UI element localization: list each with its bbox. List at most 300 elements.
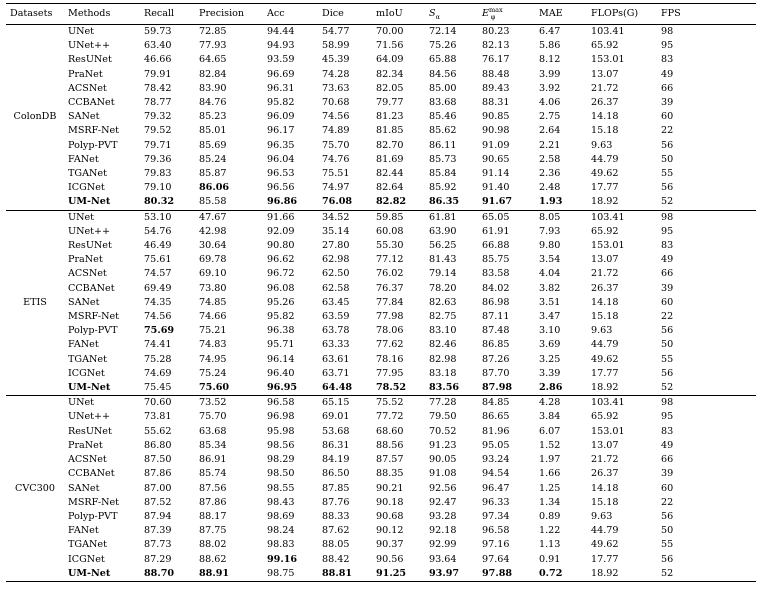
metric-cell: 74.56 xyxy=(144,311,172,323)
metric-cell: 1.22 xyxy=(539,525,561,537)
metric-cell: 87.26 xyxy=(482,353,510,365)
method-name: MSRF-Net xyxy=(68,311,120,323)
metric-cell: 82.84 xyxy=(199,68,227,80)
metric-cell: 62.98 xyxy=(322,254,350,266)
table-row xyxy=(6,482,756,496)
method-name: MSRF-Net xyxy=(68,496,120,508)
metric-cell: 63.90 xyxy=(429,225,457,237)
metric-cell: 97.88 xyxy=(482,567,513,579)
metric-cell: 60.08 xyxy=(376,225,404,237)
metric-cell: 96.86 xyxy=(267,196,298,208)
metric-cell: 63.68 xyxy=(199,425,227,437)
method-name: SANet xyxy=(68,296,100,308)
metric-cell: 82.82 xyxy=(376,196,407,208)
metric-cell: 74.95 xyxy=(199,353,227,365)
method-name: MSRF-Net xyxy=(68,125,120,137)
metric-cell: 90.56 xyxy=(376,553,404,565)
metric-cell: 88.33 xyxy=(322,510,350,522)
metric-cell: 74.89 xyxy=(322,125,350,137)
metric-cell: 61.81 xyxy=(429,211,457,223)
metric-cell: 30.64 xyxy=(199,240,227,252)
metric-cell: 52 xyxy=(661,196,674,208)
table-header xyxy=(6,4,756,25)
metric-cell: 77.93 xyxy=(199,40,227,52)
metric-cell: 95.98 xyxy=(267,425,295,437)
metric-cell: 83 xyxy=(661,425,674,437)
metric-cell: 88.62 xyxy=(199,553,227,565)
metric-cell: 98.83 xyxy=(267,539,295,551)
metric-cell: 13.07 xyxy=(591,68,619,80)
dataset-group-colondb xyxy=(6,25,756,211)
metric-cell: 55 xyxy=(661,539,674,551)
dataset-group-cvc300 xyxy=(6,396,756,582)
metric-cell: 87.94 xyxy=(144,510,172,522)
metric-cell: 84.19 xyxy=(322,454,350,466)
dataset-label: ColonDB xyxy=(13,111,57,123)
method-name: ResUNet xyxy=(68,54,112,66)
method-name: UNet++ xyxy=(68,225,111,237)
metric-cell: 49 xyxy=(661,439,674,451)
method-name: Polyp-PVT xyxy=(68,510,118,522)
metric-cell: 96.58 xyxy=(482,525,510,537)
metric-cell: 93.97 xyxy=(429,567,460,579)
metric-cell: 3.25 xyxy=(539,353,561,365)
metric-cell: 92.09 xyxy=(267,225,295,237)
metric-cell: 86.31 xyxy=(322,439,350,451)
metric-cell: 53.10 xyxy=(144,211,172,223)
metric-cell: 84.85 xyxy=(482,397,510,409)
metric-cell: 93.28 xyxy=(429,510,457,522)
metric-cell: 70.68 xyxy=(322,97,350,109)
table-row xyxy=(6,396,756,411)
metric-cell: 87.52 xyxy=(144,496,172,508)
metric-cell: 96.09 xyxy=(267,111,295,123)
metric-cell: 56 xyxy=(661,139,674,151)
metric-cell: 96.14 xyxy=(267,353,295,365)
metric-cell: 95 xyxy=(661,40,674,52)
table-row xyxy=(6,282,756,296)
metric-cell: 82.05 xyxy=(376,82,404,94)
metric-cell: 95 xyxy=(661,225,674,237)
header-fps: FPS xyxy=(661,7,681,19)
metric-cell: 18.92 xyxy=(591,382,619,394)
metric-cell: 54.77 xyxy=(322,26,350,37)
metric-cell: 96.72 xyxy=(267,268,295,280)
metric-cell: 88.17 xyxy=(199,510,227,522)
metric-cell: 64.48 xyxy=(322,382,353,394)
metric-cell: 1.34 xyxy=(539,496,561,508)
metric-cell: 26.37 xyxy=(591,468,619,480)
metric-cell: 96.31 xyxy=(267,82,295,94)
metric-cell: 3.99 xyxy=(539,68,561,80)
metric-cell: 65.92 xyxy=(591,225,619,237)
metric-cell: 6.07 xyxy=(539,425,561,437)
metric-cell: 8.12 xyxy=(539,54,561,66)
method-name: UNet xyxy=(68,26,95,37)
metric-cell: 55.30 xyxy=(376,240,404,252)
metric-cell: 68.60 xyxy=(376,425,404,437)
metric-cell: 15.18 xyxy=(591,125,619,137)
metric-cell: 63.61 xyxy=(322,353,350,365)
metric-cell: 62.58 xyxy=(322,282,350,294)
metric-cell: 18.92 xyxy=(591,196,619,208)
metric-cell: 42.98 xyxy=(199,225,227,237)
metric-cell: 75.51 xyxy=(322,168,350,180)
metric-cell: 95.05 xyxy=(482,439,510,451)
table-row xyxy=(6,82,756,96)
metric-cell: 75.28 xyxy=(144,353,172,365)
metric-cell: 96.04 xyxy=(267,153,295,165)
results-table-wrapper xyxy=(6,3,756,582)
metric-cell: 74.83 xyxy=(199,339,227,351)
metric-cell: 79.52 xyxy=(144,125,172,137)
metric-cell: 17.77 xyxy=(591,553,619,565)
metric-cell: 95 xyxy=(661,411,674,423)
header-e-phi-max xyxy=(478,4,535,25)
metric-cell: 2.86 xyxy=(539,382,563,394)
metric-cell: 96.35 xyxy=(267,139,295,151)
method-name: ResUNet xyxy=(68,240,112,252)
table-row xyxy=(6,195,756,210)
metric-cell: 79.36 xyxy=(144,153,172,165)
table-row xyxy=(6,25,756,40)
metric-cell: 103.41 xyxy=(591,397,625,409)
metric-cell: 96.53 xyxy=(267,168,295,180)
metric-cell: 81.23 xyxy=(376,111,404,123)
metric-cell: 63.59 xyxy=(322,311,350,323)
metric-cell: 91.66 xyxy=(267,211,295,223)
method-name: UM-Net xyxy=(68,567,111,579)
metric-cell: 87.39 xyxy=(144,525,172,537)
metric-cell: 6.47 xyxy=(539,26,561,37)
metric-cell: 89.43 xyxy=(482,82,510,94)
metric-cell: 50 xyxy=(661,153,674,165)
metric-cell: 85.92 xyxy=(429,182,457,194)
metric-cell: 77.98 xyxy=(376,311,404,323)
metric-cell: 87.70 xyxy=(482,367,510,379)
metric-cell: 39 xyxy=(661,282,674,294)
method-name: UNet++ xyxy=(68,411,111,423)
metric-cell: 87.50 xyxy=(144,454,172,466)
method-name: FANet xyxy=(68,153,99,165)
metric-cell: 87.86 xyxy=(144,468,172,480)
metric-cell: 3.84 xyxy=(539,411,561,423)
metric-cell: 93.59 xyxy=(267,54,295,66)
metric-cell: 8.05 xyxy=(539,211,561,223)
header-mae: MAE xyxy=(539,7,563,19)
metric-cell: 56 xyxy=(661,182,674,194)
metric-cell: 45.39 xyxy=(322,54,350,66)
method-name: CCBANet xyxy=(68,97,115,109)
table-row xyxy=(6,124,756,138)
metric-cell: 50 xyxy=(661,339,674,351)
metric-cell: 91.08 xyxy=(429,468,457,480)
table-row xyxy=(6,453,756,467)
metric-cell: 61.91 xyxy=(482,225,510,237)
metric-cell: 63.40 xyxy=(144,40,172,52)
metric-cell: 88.42 xyxy=(322,553,350,565)
metric-cell: 90.37 xyxy=(376,539,404,551)
table-row xyxy=(6,53,756,67)
metric-cell: 75.70 xyxy=(199,411,227,423)
metric-cell: 1.66 xyxy=(539,468,561,480)
metric-cell: 87.73 xyxy=(144,539,172,551)
dataset-label: CVC300 xyxy=(15,482,55,494)
metric-cell: 86.35 xyxy=(429,196,460,208)
metric-cell: 97.34 xyxy=(482,510,510,522)
metric-cell: 77.84 xyxy=(376,296,404,308)
metric-cell: 13.07 xyxy=(591,254,619,266)
metric-cell: 153.01 xyxy=(591,240,625,252)
table-row xyxy=(6,296,756,310)
metric-cell: 82.13 xyxy=(482,40,510,52)
method-name: PraNet xyxy=(68,68,103,80)
metric-cell: 4.04 xyxy=(539,268,561,280)
metric-cell: 74.57 xyxy=(144,268,172,280)
metric-cell: 4.06 xyxy=(539,97,561,109)
method-name: Polyp-PVT xyxy=(68,325,118,337)
method-name: SANet xyxy=(68,482,100,494)
metric-cell: 44.79 xyxy=(591,339,619,351)
metric-cell: 49.62 xyxy=(591,353,619,365)
max-superscript: max xyxy=(489,5,503,14)
header-datasets: Datasets xyxy=(10,7,53,19)
metric-cell: 52 xyxy=(661,567,674,579)
table-row xyxy=(6,467,756,481)
table-row xyxy=(6,96,756,110)
metric-cell: 3.54 xyxy=(539,254,561,266)
method-name: TGANet xyxy=(68,168,107,180)
metric-cell: 3.47 xyxy=(539,311,561,323)
metric-cell: 96.47 xyxy=(482,482,510,494)
metric-cell: 78.06 xyxy=(376,325,404,337)
metric-cell: 98.56 xyxy=(267,439,295,451)
metric-cell: 95.26 xyxy=(267,296,295,308)
metric-cell: 22 xyxy=(661,125,674,137)
metric-cell: 34.52 xyxy=(322,211,350,223)
metric-cell: 81.43 xyxy=(429,254,457,266)
metric-cell: 86.50 xyxy=(322,468,350,480)
metric-cell: 82.98 xyxy=(429,353,457,365)
metric-cell: 153.01 xyxy=(591,425,625,437)
metric-cell: 86.85 xyxy=(482,339,510,351)
metric-cell: 5.86 xyxy=(539,40,561,52)
metric-cell: 22 xyxy=(661,496,674,508)
header-flops: FLOPs(G) xyxy=(591,7,639,19)
table-row xyxy=(6,253,756,267)
method-name: UNet xyxy=(68,211,95,223)
metric-cell: 79.14 xyxy=(429,268,457,280)
metric-cell: 77.28 xyxy=(429,397,457,409)
header-dice: Dice xyxy=(322,7,344,19)
metric-cell: 72.85 xyxy=(199,26,227,37)
metric-cell: 77.62 xyxy=(376,339,404,351)
metric-cell: 84.02 xyxy=(482,282,510,294)
metric-cell: 75.45 xyxy=(144,382,172,394)
metric-cell: 46.49 xyxy=(144,240,172,252)
metric-cell: 78.42 xyxy=(144,82,172,94)
metric-cell: 49 xyxy=(661,68,674,80)
table-row xyxy=(6,210,756,225)
metric-cell: 49 xyxy=(661,254,674,266)
metric-cell: 91.67 xyxy=(482,196,513,208)
metric-cell: 83.56 xyxy=(429,382,460,394)
metric-cell: 60 xyxy=(661,296,674,308)
metric-cell: 87.29 xyxy=(144,553,172,565)
method-name: ICGNet xyxy=(68,553,105,565)
metric-cell: 88.48 xyxy=(482,68,510,80)
metric-cell: 82.75 xyxy=(429,311,457,323)
table-row xyxy=(6,567,756,582)
metric-cell: 63.45 xyxy=(322,296,350,308)
metric-cell: 85.62 xyxy=(429,125,457,137)
metric-cell: 85.34 xyxy=(199,439,227,451)
method-name: PraNet xyxy=(68,254,103,266)
metric-cell: 66 xyxy=(661,268,674,280)
metric-cell: 82.70 xyxy=(376,139,404,151)
table-row xyxy=(6,68,756,82)
metric-cell: 75.21 xyxy=(199,325,227,337)
method-name: ResUNet xyxy=(68,425,112,437)
metric-cell: 65.92 xyxy=(591,40,619,52)
metric-cell: 59.73 xyxy=(144,26,172,37)
metric-cell: 98.43 xyxy=(267,496,295,508)
metric-cell: 85.58 xyxy=(199,196,227,208)
metric-cell: 14.18 xyxy=(591,111,619,123)
metric-cell: 1.52 xyxy=(539,439,561,451)
metric-cell: 39 xyxy=(661,468,674,480)
method-name: ICGNet xyxy=(68,182,105,194)
header-precision: Precision xyxy=(199,7,245,19)
metric-cell: 55 xyxy=(661,353,674,365)
metric-cell: 14.18 xyxy=(591,296,619,308)
metric-cell: 77.95 xyxy=(376,367,404,379)
metric-cell: 44.79 xyxy=(591,525,619,537)
metric-cell: 81.85 xyxy=(376,125,404,137)
metric-cell: 94.44 xyxy=(267,26,295,37)
table-row xyxy=(6,153,756,167)
metric-cell: 66.88 xyxy=(482,240,510,252)
metric-cell: 78.20 xyxy=(429,282,457,294)
metric-cell: 97.16 xyxy=(482,539,510,551)
metric-cell: 1.93 xyxy=(539,196,563,208)
table-row xyxy=(6,139,756,153)
metric-cell: 7.93 xyxy=(539,225,561,237)
metric-cell: 86.11 xyxy=(429,139,457,151)
table-row xyxy=(6,39,756,53)
metric-cell: 2.21 xyxy=(539,139,561,151)
metric-cell: 9.63 xyxy=(591,510,613,522)
method-name: CCBANet xyxy=(68,468,115,480)
metric-cell: 98 xyxy=(661,26,674,37)
metric-cell: 63.33 xyxy=(322,339,350,351)
method-name: UNet xyxy=(68,397,95,409)
metric-cell: 98.50 xyxy=(267,468,295,480)
e-symbol: E xyxy=(482,7,490,19)
metric-cell: 90.05 xyxy=(429,454,457,466)
metric-cell: 83.68 xyxy=(429,97,457,109)
metric-cell: 87.48 xyxy=(482,325,510,337)
metric-cell: 94.54 xyxy=(482,468,510,480)
metric-cell: 3.69 xyxy=(539,339,561,351)
metric-cell: 96.98 xyxy=(267,411,295,423)
table-row xyxy=(6,496,756,510)
metric-cell: 80.23 xyxy=(482,26,510,37)
metric-cell: 98.75 xyxy=(267,567,295,579)
metric-cell: 17.77 xyxy=(591,367,619,379)
metric-cell: 90.98 xyxy=(482,125,510,137)
metric-cell: 87.75 xyxy=(199,525,227,537)
metric-cell: 83.18 xyxy=(429,367,457,379)
metric-cell: 90.65 xyxy=(482,153,510,165)
metric-cell: 2.36 xyxy=(539,168,561,180)
metric-cell: 95.82 xyxy=(267,311,295,323)
metric-cell: 0.91 xyxy=(539,553,561,565)
table-row xyxy=(6,353,756,367)
metric-cell: 69.10 xyxy=(199,268,227,280)
metric-cell: 85.23 xyxy=(199,111,227,123)
metric-cell: 88.91 xyxy=(199,567,230,579)
method-name: ACSNet xyxy=(68,454,107,466)
metric-cell: 66 xyxy=(661,82,674,94)
metric-cell: 65.88 xyxy=(429,54,457,66)
metric-cell: 90.68 xyxy=(376,510,404,522)
metric-cell: 88.05 xyxy=(322,539,350,551)
metric-cell: 83.58 xyxy=(482,268,510,280)
metric-cell: 88.31 xyxy=(482,97,510,109)
metric-cell: 9.80 xyxy=(539,240,561,252)
table-row xyxy=(6,439,756,453)
metric-cell: 83.10 xyxy=(429,325,457,337)
metric-cell: 1.25 xyxy=(539,482,561,494)
method-name: ACSNet xyxy=(68,82,107,94)
table-row xyxy=(6,110,756,124)
phi-subscript: φ xyxy=(490,12,496,21)
metric-cell: 74.76 xyxy=(322,153,350,165)
metric-cell: 87.98 xyxy=(482,382,513,394)
metric-cell: 90.85 xyxy=(482,111,510,123)
metric-cell: 79.83 xyxy=(144,168,172,180)
metric-cell: 2.48 xyxy=(539,182,561,194)
metric-cell: 86.91 xyxy=(199,454,227,466)
method-name: UM-Net xyxy=(68,382,111,394)
metric-cell: 65.05 xyxy=(482,211,510,223)
dataset-label: ETIS xyxy=(23,296,47,308)
metric-cell: 50 xyxy=(661,525,674,537)
metric-cell: 53.68 xyxy=(322,425,350,437)
metric-cell: 35.14 xyxy=(322,225,350,237)
metric-cell: 85.46 xyxy=(429,111,457,123)
metric-cell: 63.71 xyxy=(322,367,350,379)
metric-cell: 82.63 xyxy=(429,296,457,308)
alpha-subscript: α xyxy=(435,12,440,21)
metric-cell: 84.56 xyxy=(429,68,457,80)
metric-cell: 95.82 xyxy=(267,97,295,109)
metric-cell: 92.56 xyxy=(429,482,457,494)
metric-cell: 18.92 xyxy=(591,567,619,579)
metric-cell: 3.10 xyxy=(539,325,561,337)
metric-cell: 56 xyxy=(661,510,674,522)
header-recall: Recall xyxy=(144,7,175,19)
table-row xyxy=(6,410,756,424)
metric-cell: 70.00 xyxy=(376,26,404,37)
metric-cell: 90.80 xyxy=(267,240,295,252)
metric-cell: 49.62 xyxy=(591,168,619,180)
metric-cell: 103.41 xyxy=(591,211,625,223)
method-name: ACSNet xyxy=(68,268,107,280)
metric-cell: 91.25 xyxy=(376,567,407,579)
method-name: PraNet xyxy=(68,439,103,451)
